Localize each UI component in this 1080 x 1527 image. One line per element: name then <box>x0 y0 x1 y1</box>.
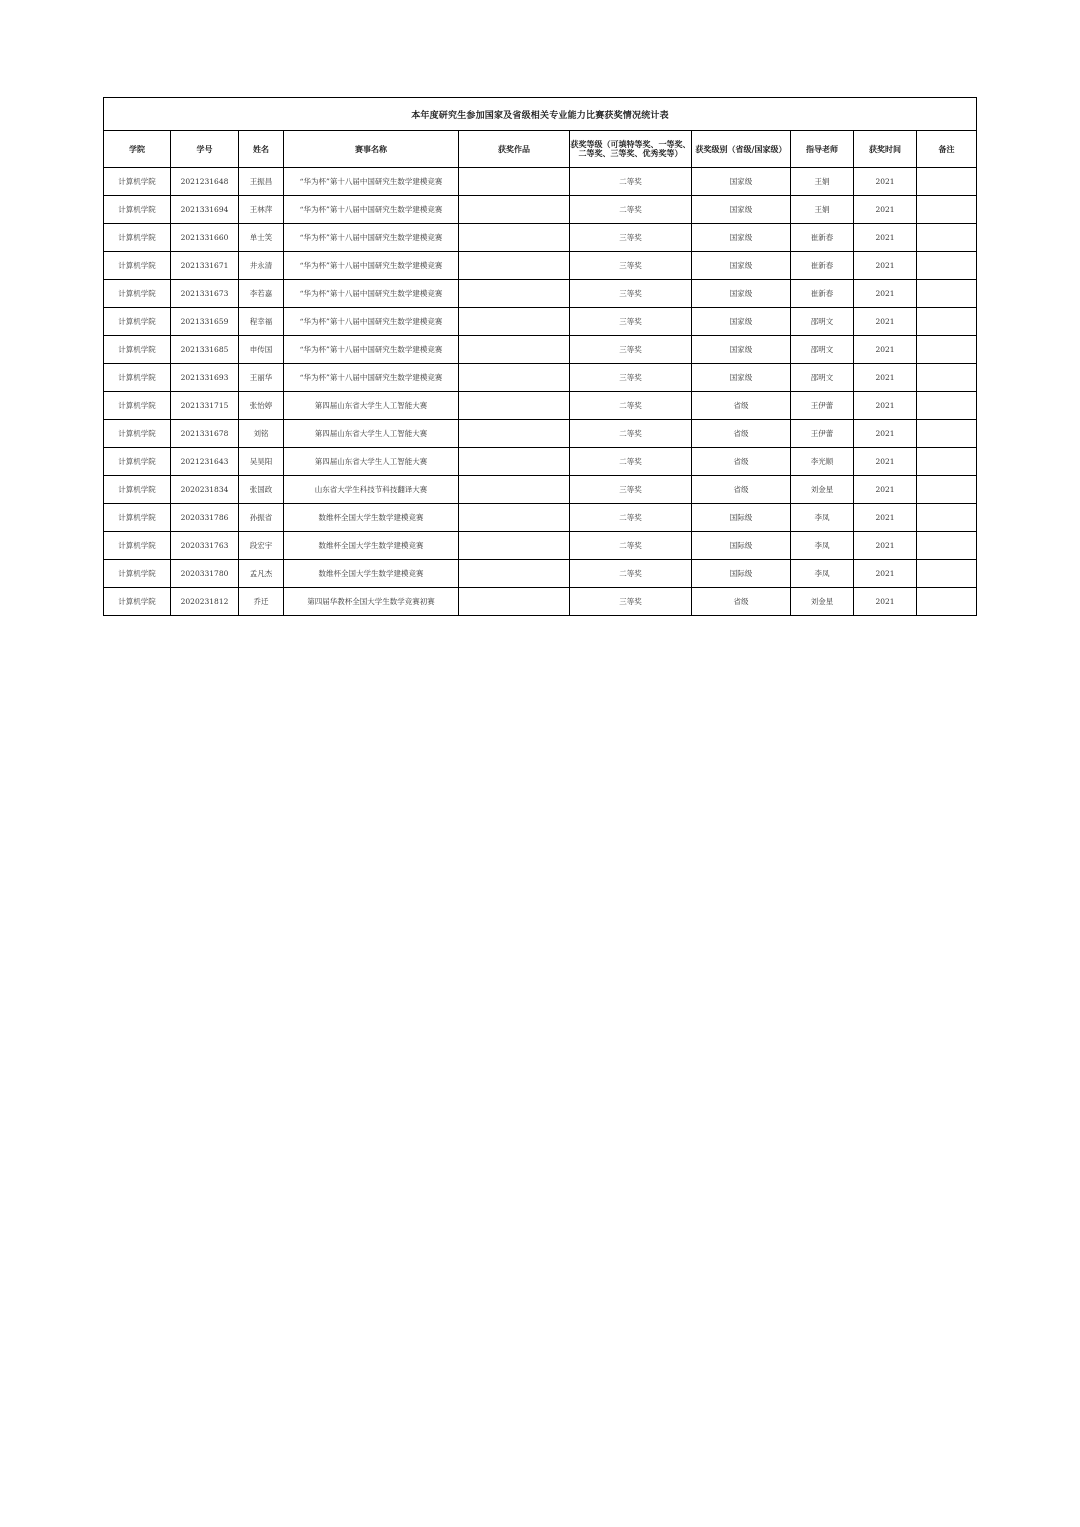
cell-student-id: 2021331693 <box>171 364 239 392</box>
cell-college: 计算机学院 <box>104 196 171 224</box>
table-body <box>104 168 977 616</box>
cell-award-level: 国家级 <box>692 336 791 364</box>
cell-award-time: 2021 <box>854 308 917 336</box>
cell-advisor: 王伊蕾 <box>791 420 854 448</box>
cell-competition: 第四届华教杯全国大学生数学竞赛初赛 <box>284 588 459 616</box>
cell-remarks <box>917 476 977 504</box>
cell-remarks <box>917 392 977 420</box>
cell-work <box>459 392 570 420</box>
cell-competition: 数维杯全国大学生数学建模竞赛 <box>284 560 459 588</box>
cell-award-level: 省级 <box>692 588 791 616</box>
column-header-student-id: 学号 <box>171 131 239 168</box>
cell-advisor: 崔新春 <box>791 252 854 280</box>
cell-student-id: 2021331685 <box>171 336 239 364</box>
cell-award-level: 省级 <box>692 392 791 420</box>
cell-work <box>459 196 570 224</box>
cell-award-time: 2021 <box>854 224 917 252</box>
cell-competition: “华为杯”第十八届中国研究生数学建模竞赛 <box>284 364 459 392</box>
cell-work <box>459 224 570 252</box>
cell-award-time: 2021 <box>854 448 917 476</box>
cell-name: 王林萍 <box>239 196 284 224</box>
cell-competition: 第四届山东省大学生人工智能大赛 <box>284 392 459 420</box>
cell-name: 吴昊阳 <box>239 448 284 476</box>
cell-college: 计算机学院 <box>104 280 171 308</box>
cell-competition: 第四届山东省大学生人工智能大赛 <box>284 420 459 448</box>
cell-college: 计算机学院 <box>104 448 171 476</box>
cell-award-time: 2021 <box>854 280 917 308</box>
cell-advisor: 李凤 <box>791 504 854 532</box>
cell-remarks <box>917 280 977 308</box>
table-row <box>104 364 977 392</box>
cell-remarks <box>917 532 977 560</box>
cell-work <box>459 308 570 336</box>
cell-advisor: 邵明文 <box>791 336 854 364</box>
cell-college: 计算机学院 <box>104 336 171 364</box>
cell-award-grade: 二等奖 <box>570 168 692 196</box>
cell-college: 计算机学院 <box>104 364 171 392</box>
table-row <box>104 392 977 420</box>
table-row <box>104 252 977 280</box>
column-header-advisor: 指导老师 <box>791 131 854 168</box>
column-header-name: 姓名 <box>239 131 284 168</box>
cell-student-id: 2021331673 <box>171 280 239 308</box>
table-row <box>104 476 977 504</box>
column-header-remarks: 备注 <box>917 131 977 168</box>
cell-student-id: 2021331660 <box>171 224 239 252</box>
cell-competition: “华为杯”第十八届中国研究生数学建模竞赛 <box>284 308 459 336</box>
cell-name: 李若嘉 <box>239 280 284 308</box>
column-header-work: 获奖作品 <box>459 131 570 168</box>
cell-award-time: 2021 <box>854 364 917 392</box>
cell-college: 计算机学院 <box>104 308 171 336</box>
cell-award-level: 国家级 <box>692 224 791 252</box>
table-row <box>104 168 977 196</box>
cell-college: 计算机学院 <box>104 392 171 420</box>
cell-competition: 数维杯全国大学生数学建模竞赛 <box>284 532 459 560</box>
cell-remarks <box>917 364 977 392</box>
cell-student-id: 2021331715 <box>171 392 239 420</box>
cell-award-level: 国际级 <box>692 504 791 532</box>
cell-award-grade: 二等奖 <box>570 560 692 588</box>
cell-award-level: 国家级 <box>692 252 791 280</box>
cell-remarks <box>917 308 977 336</box>
cell-student-id: 2020331786 <box>171 504 239 532</box>
cell-award-level: 省级 <box>692 476 791 504</box>
cell-advisor: 王伊蕾 <box>791 392 854 420</box>
cell-award-time: 2021 <box>854 588 917 616</box>
table-row <box>104 588 977 616</box>
cell-award-time: 2021 <box>854 504 917 532</box>
cell-name: 井永清 <box>239 252 284 280</box>
cell-competition: “华为杯”第十八届中国研究生数学建模竞赛 <box>284 168 459 196</box>
cell-award-time: 2021 <box>854 560 917 588</box>
cell-work <box>459 588 570 616</box>
table-row <box>104 532 977 560</box>
cell-remarks <box>917 196 977 224</box>
cell-competition: 山东省大学生科技节科技翻译大赛 <box>284 476 459 504</box>
cell-student-id: 2021331678 <box>171 420 239 448</box>
table-row <box>104 224 977 252</box>
table-title: 本年度研究生参加国家及省级相关专业能力比赛获奖情况统计表 <box>104 98 977 131</box>
cell-competition: 第四届山东省大学生人工智能大赛 <box>284 448 459 476</box>
column-header-college: 学院 <box>104 131 171 168</box>
cell-advisor: 王娟 <box>791 168 854 196</box>
column-header-award-time: 获奖时间 <box>854 131 917 168</box>
cell-college: 计算机学院 <box>104 224 171 252</box>
cell-student-id: 2020231812 <box>171 588 239 616</box>
cell-work <box>459 280 570 308</box>
cell-name: 张国政 <box>239 476 284 504</box>
cell-remarks <box>917 588 977 616</box>
cell-competition: “华为杯”第十八届中国研究生数学建模竞赛 <box>284 224 459 252</box>
cell-student-id: 2021331694 <box>171 196 239 224</box>
cell-award-level: 省级 <box>692 448 791 476</box>
cell-award-level: 国家级 <box>692 364 791 392</box>
cell-name: 单士笑 <box>239 224 284 252</box>
cell-award-level: 国家级 <box>692 196 791 224</box>
header-row <box>104 131 977 168</box>
cell-work <box>459 560 570 588</box>
cell-award-grade: 三等奖 <box>570 588 692 616</box>
cell-award-level: 国际级 <box>692 532 791 560</box>
cell-award-time: 2021 <box>854 336 917 364</box>
cell-award-grade: 二等奖 <box>570 532 692 560</box>
cell-advisor: 邵明文 <box>791 308 854 336</box>
cell-advisor: 刘金星 <box>791 588 854 616</box>
cell-award-grade: 二等奖 <box>570 420 692 448</box>
cell-award-grade: 三等奖 <box>570 364 692 392</box>
cell-award-time: 2021 <box>854 392 917 420</box>
cell-award-level: 国家级 <box>692 308 791 336</box>
cell-remarks <box>917 448 977 476</box>
cell-award-grade: 三等奖 <box>570 252 692 280</box>
cell-student-id: 2021331671 <box>171 252 239 280</box>
cell-award-grade: 二等奖 <box>570 448 692 476</box>
cell-work <box>459 420 570 448</box>
cell-competition: “华为杯”第十八届中国研究生数学建模竞赛 <box>284 252 459 280</box>
cell-award-grade: 三等奖 <box>570 224 692 252</box>
cell-competition: 数维杯全国大学生数学建模竞赛 <box>284 504 459 532</box>
cell-college: 计算机学院 <box>104 420 171 448</box>
cell-award-time: 2021 <box>854 532 917 560</box>
cell-award-time: 2021 <box>854 476 917 504</box>
cell-competition: “华为杯”第十八届中国研究生数学建模竞赛 <box>284 280 459 308</box>
cell-award-grade: 三等奖 <box>570 280 692 308</box>
cell-student-id: 2020331780 <box>171 560 239 588</box>
cell-award-time: 2021 <box>854 196 917 224</box>
cell-advisor: 王娟 <box>791 196 854 224</box>
cell-name: 段宏宇 <box>239 532 284 560</box>
cell-name: 程幸福 <box>239 308 284 336</box>
cell-award-time: 2021 <box>854 420 917 448</box>
cell-advisor: 李凤 <box>791 532 854 560</box>
cell-award-level: 国家级 <box>692 168 791 196</box>
cell-advisor: 刘金星 <box>791 476 854 504</box>
cell-advisor: 李光顺 <box>791 448 854 476</box>
cell-college: 计算机学院 <box>104 532 171 560</box>
cell-award-time: 2021 <box>854 252 917 280</box>
column-header-award-grade: 获奖等级（可填特等奖、一等奖、二等奖、三等奖、优秀奖等） <box>570 131 692 168</box>
cell-college: 计算机学院 <box>104 168 171 196</box>
cell-college: 计算机学院 <box>104 476 171 504</box>
cell-college: 计算机学院 <box>104 588 171 616</box>
cell-competition: “华为杯”第十八届中国研究生数学建模竞赛 <box>284 196 459 224</box>
cell-award-grade: 二等奖 <box>570 196 692 224</box>
column-header-competition: 赛事名称 <box>284 131 459 168</box>
table-row <box>104 308 977 336</box>
cell-student-id: 2021231648 <box>171 168 239 196</box>
cell-work <box>459 252 570 280</box>
cell-award-level: 省级 <box>692 420 791 448</box>
cell-remarks <box>917 252 977 280</box>
cell-award-grade: 二等奖 <box>570 392 692 420</box>
cell-award-grade: 三等奖 <box>570 308 692 336</box>
cell-award-grade: 二等奖 <box>570 504 692 532</box>
cell-remarks <box>917 420 977 448</box>
table-row <box>104 448 977 476</box>
cell-name: 乔迁 <box>239 588 284 616</box>
table-row <box>104 196 977 224</box>
cell-work <box>459 476 570 504</box>
cell-work <box>459 364 570 392</box>
cell-advisor: 崔新春 <box>791 280 854 308</box>
column-header-award-level: 获奖级别（省级/国家级） <box>692 131 791 168</box>
cell-student-id: 2020231834 <box>171 476 239 504</box>
cell-name: 张怡婷 <box>239 392 284 420</box>
table-row <box>104 560 977 588</box>
cell-name: 王振昌 <box>239 168 284 196</box>
cell-award-time: 2021 <box>854 168 917 196</box>
cell-award-level: 国际级 <box>692 560 791 588</box>
table-row <box>104 420 977 448</box>
cell-name: 孟凡杰 <box>239 560 284 588</box>
cell-remarks <box>917 504 977 532</box>
cell-remarks <box>917 224 977 252</box>
table-row <box>104 504 977 532</box>
cell-work <box>459 448 570 476</box>
cell-student-id: 2020331763 <box>171 532 239 560</box>
cell-student-id: 2021331659 <box>171 308 239 336</box>
cell-college: 计算机学院 <box>104 504 171 532</box>
cell-remarks <box>917 168 977 196</box>
cell-award-grade: 三等奖 <box>570 336 692 364</box>
cell-name: 刘铭 <box>239 420 284 448</box>
cell-award-level: 国家级 <box>692 280 791 308</box>
cell-college: 计算机学院 <box>104 252 171 280</box>
cell-name: 孙振省 <box>239 504 284 532</box>
cell-work <box>459 504 570 532</box>
table-row <box>104 280 977 308</box>
cell-work <box>459 336 570 364</box>
cell-advisor: 崔新春 <box>791 224 854 252</box>
cell-work <box>459 168 570 196</box>
cell-work <box>459 532 570 560</box>
cell-name: 申传国 <box>239 336 284 364</box>
cell-advisor: 邵明文 <box>791 364 854 392</box>
cell-college: 计算机学院 <box>104 560 171 588</box>
cell-remarks <box>917 560 977 588</box>
cell-award-grade: 三等奖 <box>570 476 692 504</box>
cell-advisor: 李凤 <box>791 560 854 588</box>
cell-name: 王丽华 <box>239 364 284 392</box>
cell-competition: “华为杯”第十八届中国研究生数学建模竞赛 <box>284 336 459 364</box>
cell-student-id: 2021231643 <box>171 448 239 476</box>
table-row <box>104 336 977 364</box>
cell-remarks <box>917 336 977 364</box>
awards-table <box>103 97 977 616</box>
